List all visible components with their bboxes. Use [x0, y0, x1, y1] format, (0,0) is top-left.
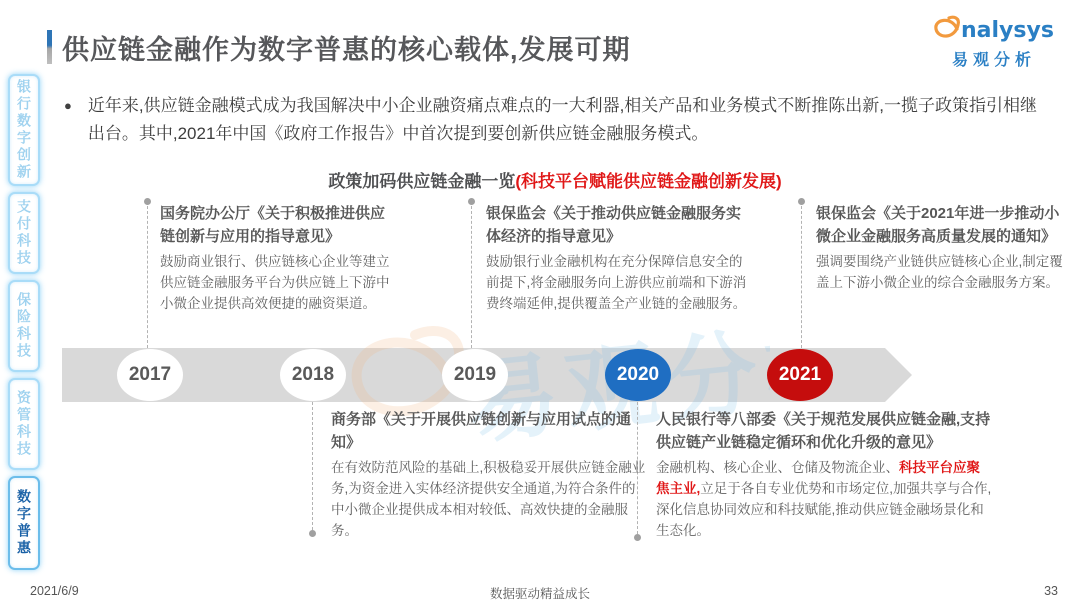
policy-2020-body-highlight: 科技平台应聚焦主业,	[656, 460, 980, 496]
page-title: 供应链金融作为数字普惠的核心载体,发展可期	[62, 35, 631, 65]
connector-dot-2018	[309, 530, 316, 537]
timeline-arrowhead	[885, 348, 912, 402]
connector-dot-2019	[468, 198, 475, 205]
footer-page-number: 33	[1044, 584, 1058, 598]
connector-line-2021	[801, 206, 802, 348]
year-node-2021: 2021	[767, 349, 833, 401]
footer-date: 2021/6/9	[30, 584, 79, 598]
policy-block-2021	[816, 202, 1068, 293]
analysys-logo	[924, 12, 1064, 70]
title-accent-bar	[47, 30, 52, 64]
footer-slogan: 数据驱动精益成长	[489, 587, 590, 601]
policy-2021-heading: 银保监会《关于2021年进一步推动小微企业金融服务高质量发展的通知》	[816, 205, 1060, 245]
year-node-2017: 2017	[117, 349, 183, 401]
policy-2020-body	[656, 457, 992, 541]
connector-dot-2021	[798, 198, 805, 205]
policy-2021-body: 强调要围绕产业链供应链核心企业,制定覆盖上下游小微企业的综合金融服务方案。	[816, 254, 1063, 290]
connector-line-2017	[147, 206, 148, 348]
policy-2020-body-suffix: 立足于各自专业优势和市场定位,加强共享与合作,深化信息协同效应和科技赋能,推动供应链金融场景化和生态化。	[656, 481, 992, 538]
sidebar-item-insurance-tech[interactable]: 保险科技	[8, 280, 40, 372]
timeline-title-main: 政策加码供应链金融一览	[328, 172, 516, 191]
connector-dot-2017	[144, 198, 151, 205]
policy-block-2020	[656, 408, 992, 541]
policy-2017-body: 鼓励商业银行、供应链核心企业等建立供应链金融服务平台为供应链上下游中小微企业提供高效便捷的融资渠道。	[160, 254, 390, 311]
policy-2020-heading: 人民银行等八部委《关于规范发展供应链金融,支持供应链产业链稳定循环和优化升级的意见》	[656, 411, 991, 451]
sidebar-item-digital-inclusion[interactable]: 数字普惠	[8, 476, 40, 570]
connector-line-2019	[471, 206, 472, 348]
policy-block-2019	[486, 202, 752, 314]
timeline-title	[70, 167, 1040, 192]
sidebar-item-payment-tech[interactable]: 支付科技	[8, 192, 40, 274]
year-node-2019: 2019	[442, 349, 508, 401]
bullet-icon: ●	[64, 98, 72, 113]
sidebar	[8, 74, 42, 570]
policy-2020-body-prefix: 金融机构、核心企业、仓储及物流企业、	[656, 460, 899, 475]
logo-wordmark: nalysys	[961, 18, 1054, 43]
policy-2018-body: 在有效防范风险的基础上,积极稳妥开展供应链金融业务,为资金进入实体经济提供安全通道,为符合条件的中小微企业提供成本相对较低、高效快捷的金融服务。	[331, 460, 646, 538]
policy-block-2017	[160, 202, 397, 314]
logo-chinese-name: 易观分析	[951, 52, 1036, 69]
logo-swirl-icon	[936, 17, 959, 36]
policy-block-2018	[331, 408, 647, 541]
year-node-2020: 2020	[605, 349, 671, 401]
intro-paragraph	[64, 92, 1054, 148]
analysys-logo-graphic	[928, 12, 1060, 44]
sidebar-item-bank-digital-innovation[interactable]: 银行数字创新	[8, 74, 40, 186]
year-node-2018: 2018	[280, 349, 346, 401]
connector-line-2018	[312, 402, 313, 530]
intro-text: 近年来,供应链金融模式成为我国解决中小企业融资痛点难点的一大利器,相关产品和业务模式不断推陈出新,一揽子政策指引相继出台。其中,2021年中国《政府工作报告》中首次提到要创新供应链金融服务模式。	[87, 96, 1038, 143]
policy-2019-body: 鼓励银行业金融机构在充分保障信息安全的前提下,将金融服务向上游供应前端和下游消费终端延伸,提供覆盖全产业链的金融服务。	[486, 254, 747, 311]
timeline-title-highlight: (科技平台赋能供应链金融创新发展)	[515, 172, 782, 191]
policy-2019-heading: 银保监会《关于推动供应链金融服务实体经济的指导意见》	[486, 205, 742, 245]
policy-2018-heading: 商务部《关于开展供应链创新与应用试点的通知》	[331, 411, 632, 451]
policy-2017-heading: 国务院办公厅《关于积极推进供应链创新与应用的指导意见》	[160, 205, 386, 245]
sidebar-item-asset-mgmt-tech[interactable]: 资管科技	[8, 378, 40, 470]
